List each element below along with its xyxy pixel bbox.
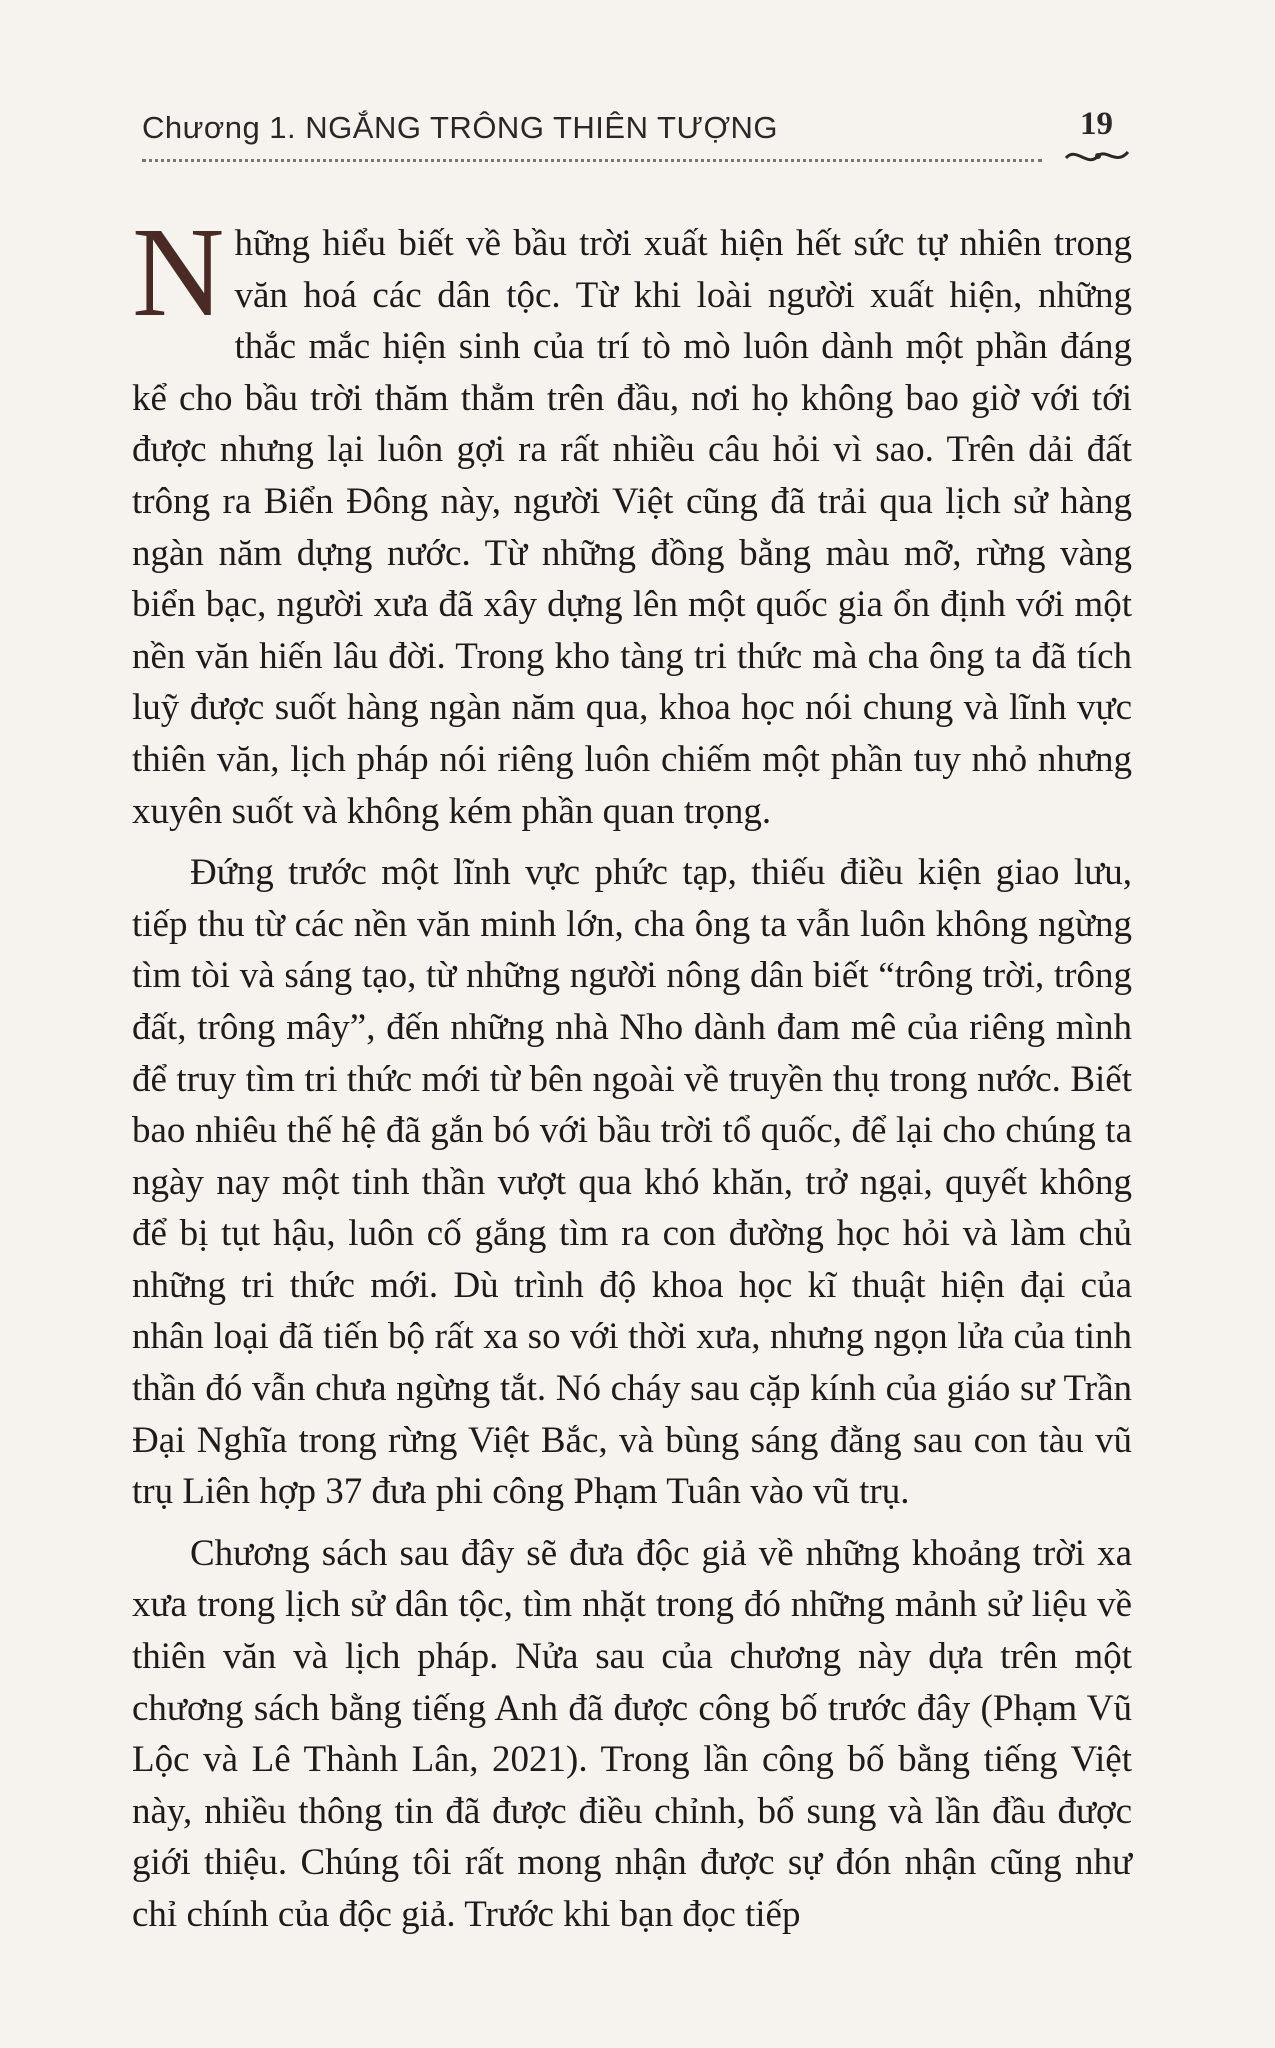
- flourish-ornament-icon: [1062, 142, 1132, 172]
- chapter-body: [132, 201, 1132, 1941]
- header-dotted-rule: [142, 159, 1042, 162]
- paragraph-2: Đứng trước một lĩnh vực phức tạp, thiếu điều kiện giao lưu, tiếp thu từ các nền văn minh lớn, cha ông ta vẫn luôn không ngừng tìm tòi và sáng tạo, từ những người nông dân biết “trông trời, trông đất, trông mây”, đến những nhà Nho dành đam mê của riêng mình để truy tìm tri thức mới từ bên ngoài về truyền thụ trong nước. Biết bao nhiêu thế hệ đã gắn bó với bầu trời tổ quốc, để lại cho chúng ta ngày nay một tinh thần vượt qua khó khăn, trở ngại, quyết không để bị tụt hậu, luôn cố gắng tìm ra con đường học hỏi và làm chủ những tri thức mới. Dù trình độ khoa học kĩ thuật hiện đại của nhân loại đã tiến bộ rất xa so với thời xưa, nhưng ngọn lửa của tinh thần đó vẫn chưa ngừng tắt. Nó cháy sau cặp kính của giáo sư Trần Đại Nghĩa trong rừng Việt Bắc, và bùng sáng đằng sau con tàu vũ trụ Liên hợp 37 đưa phi công Phạm Tuân vào vũ trụ.: [132, 852, 1132, 1513]
- chapter-header: Chương 1. NGẮNG TRÔNG THIÊN TƯỢNG: [142, 110, 779, 145]
- paragraph-1: [132, 201, 1132, 837]
- paragraph-3: Chương sách sau đây sẽ đưa độc giả về những khoảng trời xa xưa trong lịch sử dân tộc, tìm nhặt trong đó những mảnh sử liệu về thiên văn và lịch pháp. Nửa sau của chương này dựa trên một chương sách bằng tiếng Anh đã được công bố trước đây (Phạm Vũ Lộc và Lê Thành Lân, 2021). Trong lần công bố bằng tiếng Việt này, nhiều thông tin đã được điều chỉnh, bổ sung và lần đầu được giới thiệu. Chúng tôi rất mong nhận được sự đón nhận cũng như chỉ chính của độc giả. Trước khi bạn đọc tiếp: [132, 1532, 1132, 1935]
- page-number: 19: [1080, 106, 1113, 142]
- drop-cap: N: [132, 201, 225, 343]
- paragraph-1-text: hững hiểu biết về bầu trời xuất hiện hết sức tự nhiên trong văn hoá các dân tộc. Từ khi loài người xuất hiện, những thắc mắc hiện sinh của trí tò mò luôn dành một phần đáng kể cho bầu trời thăm thẳm trên đầu, nơi họ không bao giờ với tới được nhưng lại luôn gợi ra rất nhiều câu hỏi vì sao. Trên dải đất trông ra Biển Đông này, người Việt cũng đã trải qua lịch sử hàng ngàn năm dựng nước. Từ những đồng bằng màu mỡ, rừng vàng biển bạc, người xưa đã xây dựng lên một quốc gia ổn định với một nền văn hiến lâu đời. Trong kho tàng tri thức mà cha ông ta đã tích luỹ được suốt hàng ngàn năm qua, khoa học nói chung và lĩnh vực thiên văn, lịch pháp nói riêng luôn chiếm một phần tuy nhỏ nhưng xuyên suốt và không kém phần quan trọng.: [132, 223, 1132, 832]
